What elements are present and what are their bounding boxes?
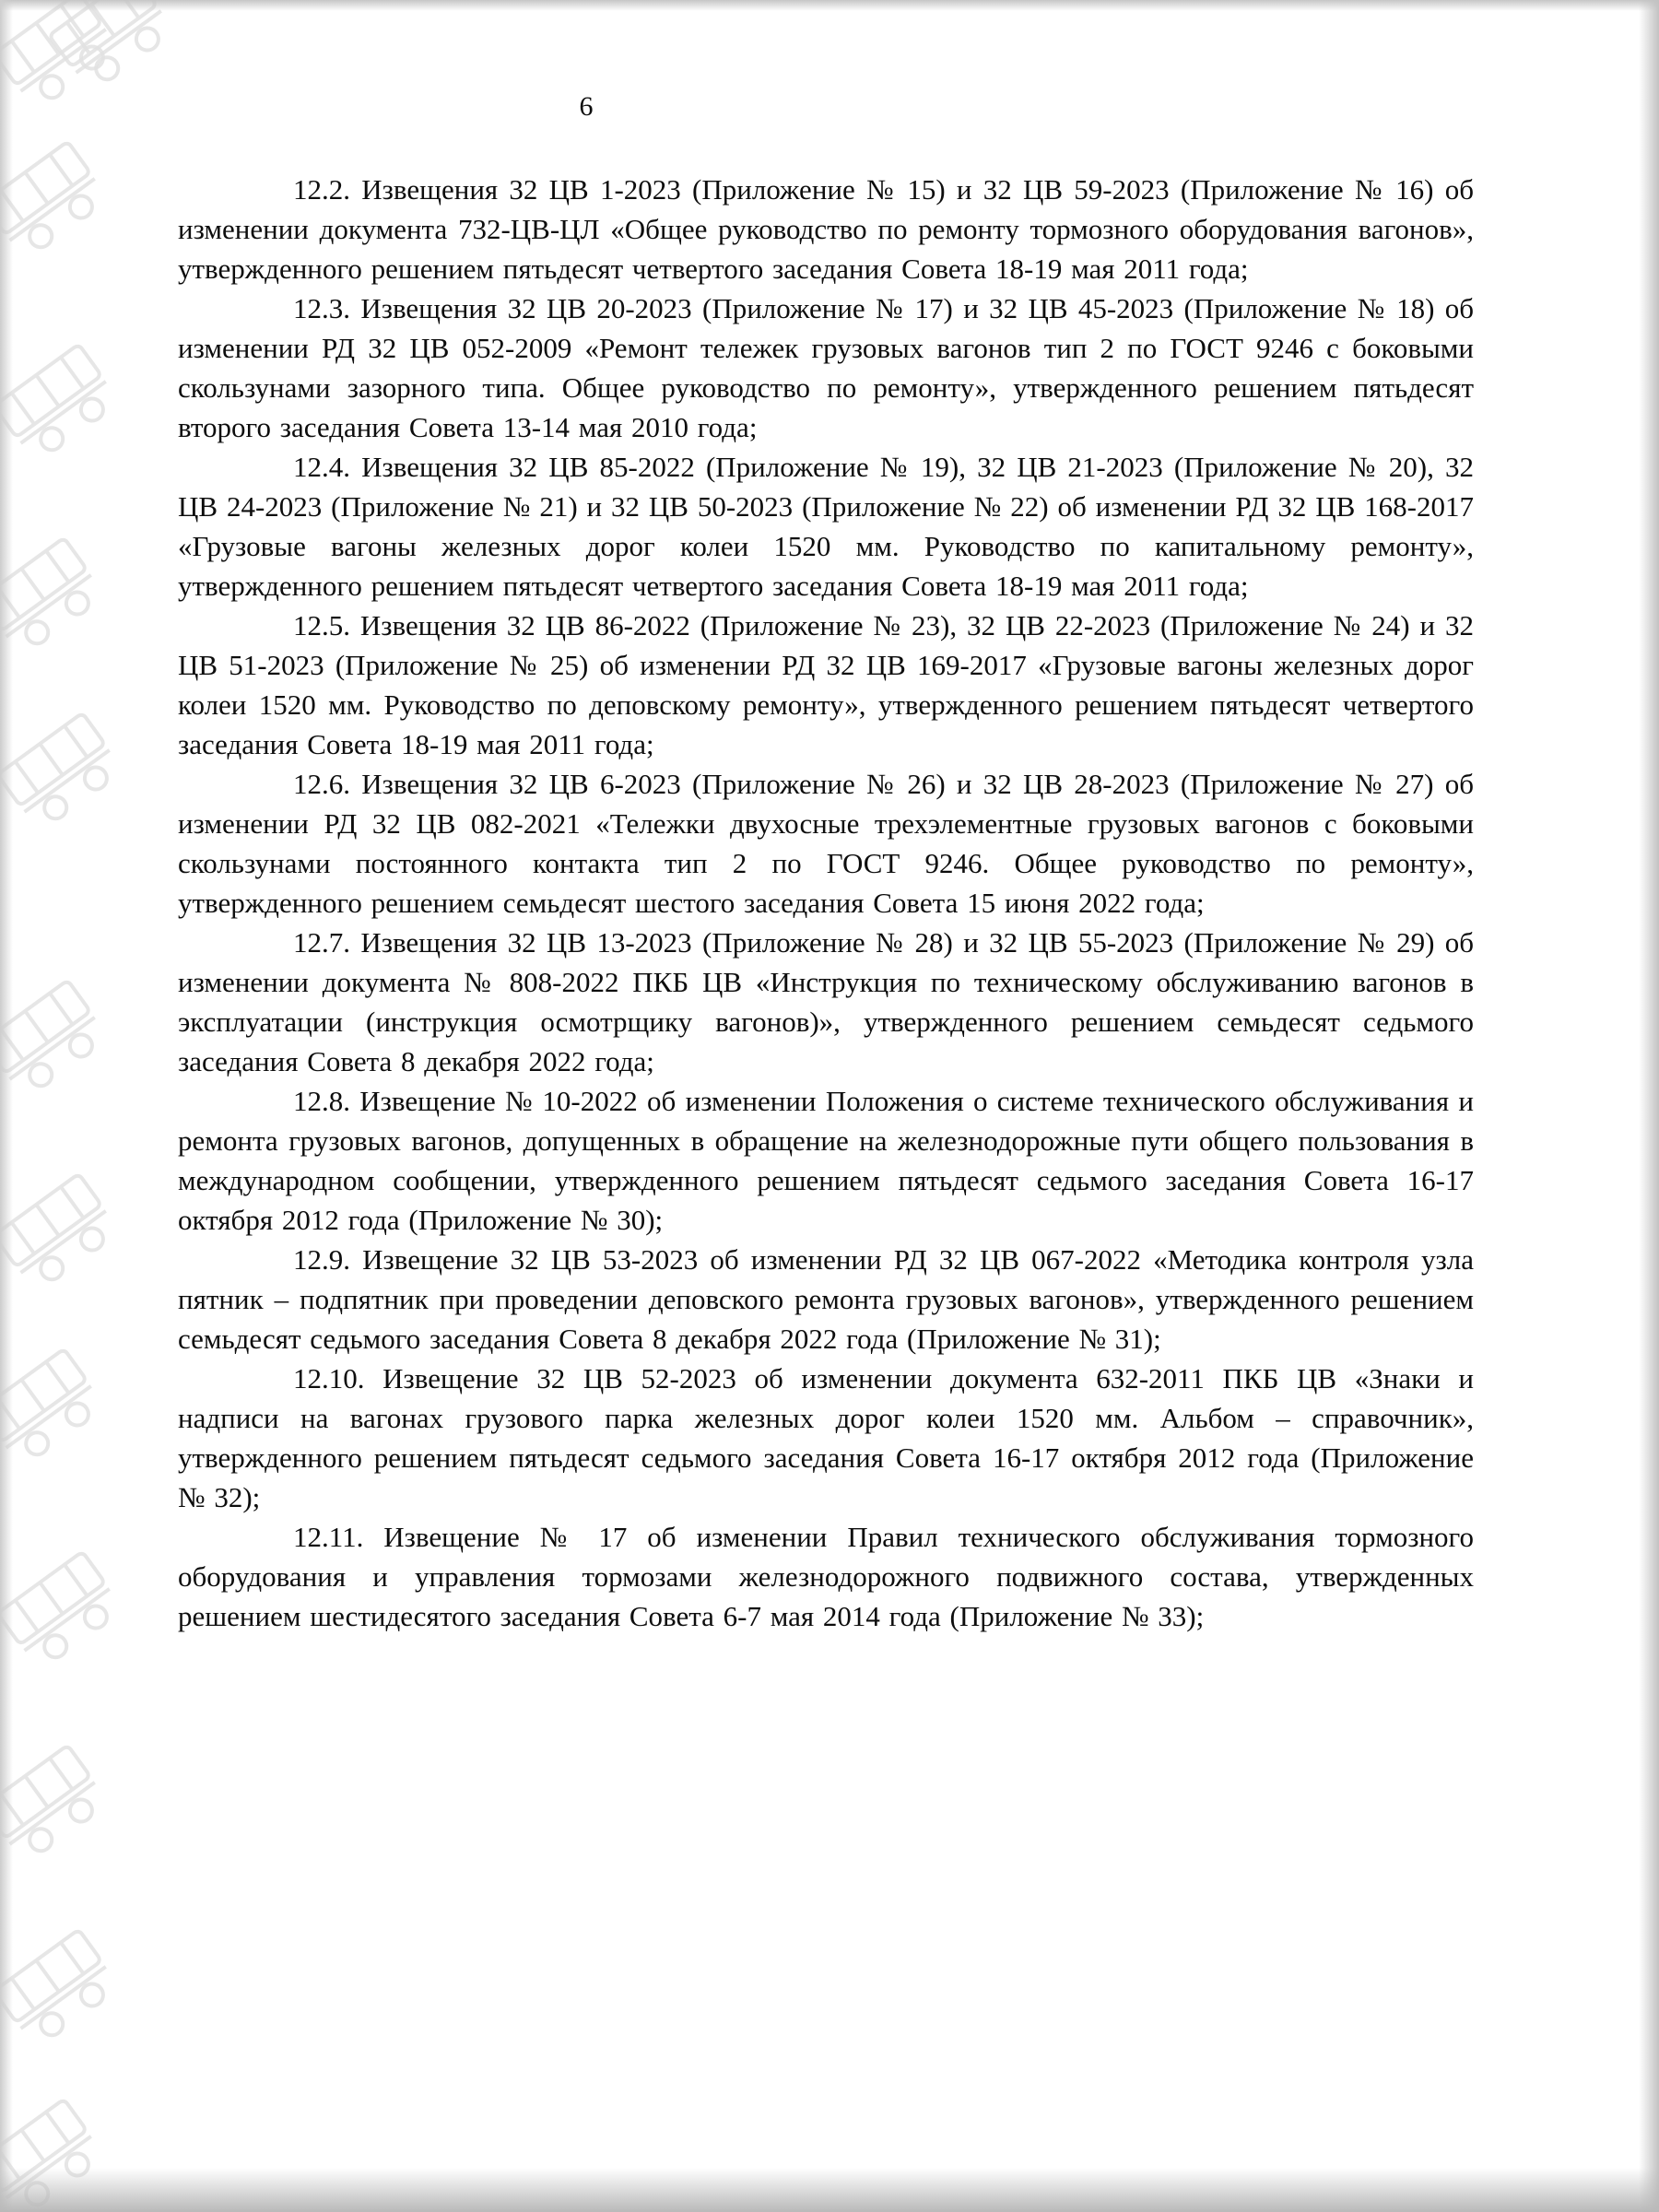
- watermark-wagon-icon: [0, 522, 127, 672]
- scan-edge-shadow: [0, 0, 13, 2212]
- watermark-wagon-icon: [39, 0, 197, 109]
- watermark-wagon-icon: [0, 1333, 127, 1483]
- scan-edge-shadow: [1639, 0, 1659, 2212]
- watermark-wagon-icon: [0, 1913, 142, 2064]
- watermark-wagon-icon: [0, 2083, 127, 2212]
- watermark-wagon-icon: [0, 1535, 146, 1686]
- paragraph-12-10: 12.10. Извещение 32 ЦВ 52-2023 об изменении документа 632-2011 ПКБ ЦВ «Знаки и надписи на вагонах грузового парка железных дорог колеи 1520 мм. Альбом – справочник», утвержденного решением пятьдесят седьмого заседания Совета 16-17 октября 2012 года (Приложение № 32);: [178, 1362, 1474, 1513]
- paragraph-12-9: 12.9. Извещение 32 ЦВ 53-2023 об изменении РД 32 ЦВ 067-2022 «Методика контроля узла пятник – подпятник при проведении деповского ремонта грузовых вагонов», утвержденного решением семьдесят седьмого заседания Совета 8 декабря 2022 года (Приложение № 31);: [178, 1243, 1474, 1355]
- paragraph-12-7: 12.7. Извещения 32 ЦВ 13-2023 (Приложение № 28) и 32 ЦВ 55-2023 (Приложение № 29) об изменении документа № 808-2022 ПКБ ЦВ «Инструкция по техническому обслуживанию вагонов в эксплуатации (инструкция осмотрщику вагонов)», утвержденного решением семьдесят седьмого заседания Совета 8 декабря 2022 года;: [178, 926, 1474, 1077]
- paragraph-12-2: 12.2. Извещения 32 ЦВ 1-2023 (Приложение № 15) и 32 ЦВ 59-2023 (Приложение № 16) об изменении документа 732-ЦВ-ЦЛ «Общее руководство по ремонту тормозного оборудования вагонов», утвержденного решением пятьдесят четвертого заседания Совета 18-19 мая 2011 года;: [178, 173, 1474, 285]
- document-body: [178, 170, 1474, 1636]
- scan-edge-shadow: [0, 2168, 1659, 2212]
- paragraph-12-4: 12.4. Извещения 32 ЦВ 85-2022 (Приложение № 19), 32 ЦВ 21-2023 (Приложение № 20), 32 ЦВ 24-2023 (Приложение № 21) и 32 ЦВ 50-2023 (Приложение № 22) об изменении РД 32 ЦВ 168-2017 «Грузовые вагоны железных дорог колеи 1520 мм. Руководство по капитальному ремонту», утвержденного решением пятьдесят четвертого заседания Совета 18-19 мая 2011 года;: [178, 451, 1474, 602]
- watermark-wagon-icon: [0, 125, 131, 276]
- paragraph-12-11: 12.11. Извещение № 17 об изменении Правил технического обслуживания тормозного оборудования и управления тормозами железнодорожного подвижного состава, утвержденных решением шестидесятого заседания Совета 6-7 мая 2014 года (Приложение № 33);: [178, 1521, 1474, 1632]
- page-number: 6: [579, 91, 594, 122]
- paragraph-12-5: 12.5. Извещения 32 ЦВ 86-2022 (Приложение № 23), 32 ЦВ 22-2023 (Приложение № 24) и 32 ЦВ 51-2023 (Приложение № 25) об изменении РД 32 ЦВ 169-2017 «Грузовые вагоны железных дорог колеи 1520 мм. Руководство по деповскому ремонту», утвержденного решением пятьдесят четвертого заседания Совета 18-19 мая 2011 года;: [178, 609, 1474, 760]
- paragraph-12-8: 12.8. Извещение № 10-2022 об изменении Положения о системе технического обслуживания и ремонта грузовых вагонов, допущенных в обращение на железнодорожные пути общего пользования в международном сообщении, утвержденного решением пятьдесят седьмого заседания Совета 16-17 октября 2012 года (Приложение № 30);: [178, 1085, 1474, 1236]
- watermark-wagon-icon: [0, 328, 142, 478]
- watermark-wagon-icon: [0, 1158, 142, 1308]
- scan-edge-shadow: [0, 0, 1659, 11]
- watermark-wagon-icon: [0, 964, 131, 1114]
- paragraph-12-3: 12.3. Извещения 32 ЦВ 20-2023 (Приложение № 17) и 32 ЦВ 45-2023 (Приложение № 18) об изменении РД 32 ЦВ 052-2009 «Ремонт тележек грузовых вагонов тип 2 по ГОСТ 9246 с боковыми скользунами зазорного типа. Общее руководство по ремонту», утвержденного решением пятьдесят второго заседания Совета 13-14 мая 2010 года;: [178, 292, 1474, 443]
- watermark-wagon-icon: [0, 0, 142, 127]
- watermark-wagon-icon: [0, 1729, 131, 1879]
- watermark-wagon-icon: [0, 697, 146, 847]
- paragraph-12-6: 12.6. Извещения 32 ЦВ 6-2023 (Приложение № 26) и 32 ЦВ 28-2023 (Приложение № 27) об изменении РД 32 ЦВ 082-2021 «Тележки двухосные трехэлементные грузовых вагонов с боковыми скользунами постоянного контакта тип 2 по ГОСТ 9246. Общее руководство по ремонту», утвержденного решением семьдесят шестого заседания Совета 15 июня 2022 года;: [178, 768, 1474, 919]
